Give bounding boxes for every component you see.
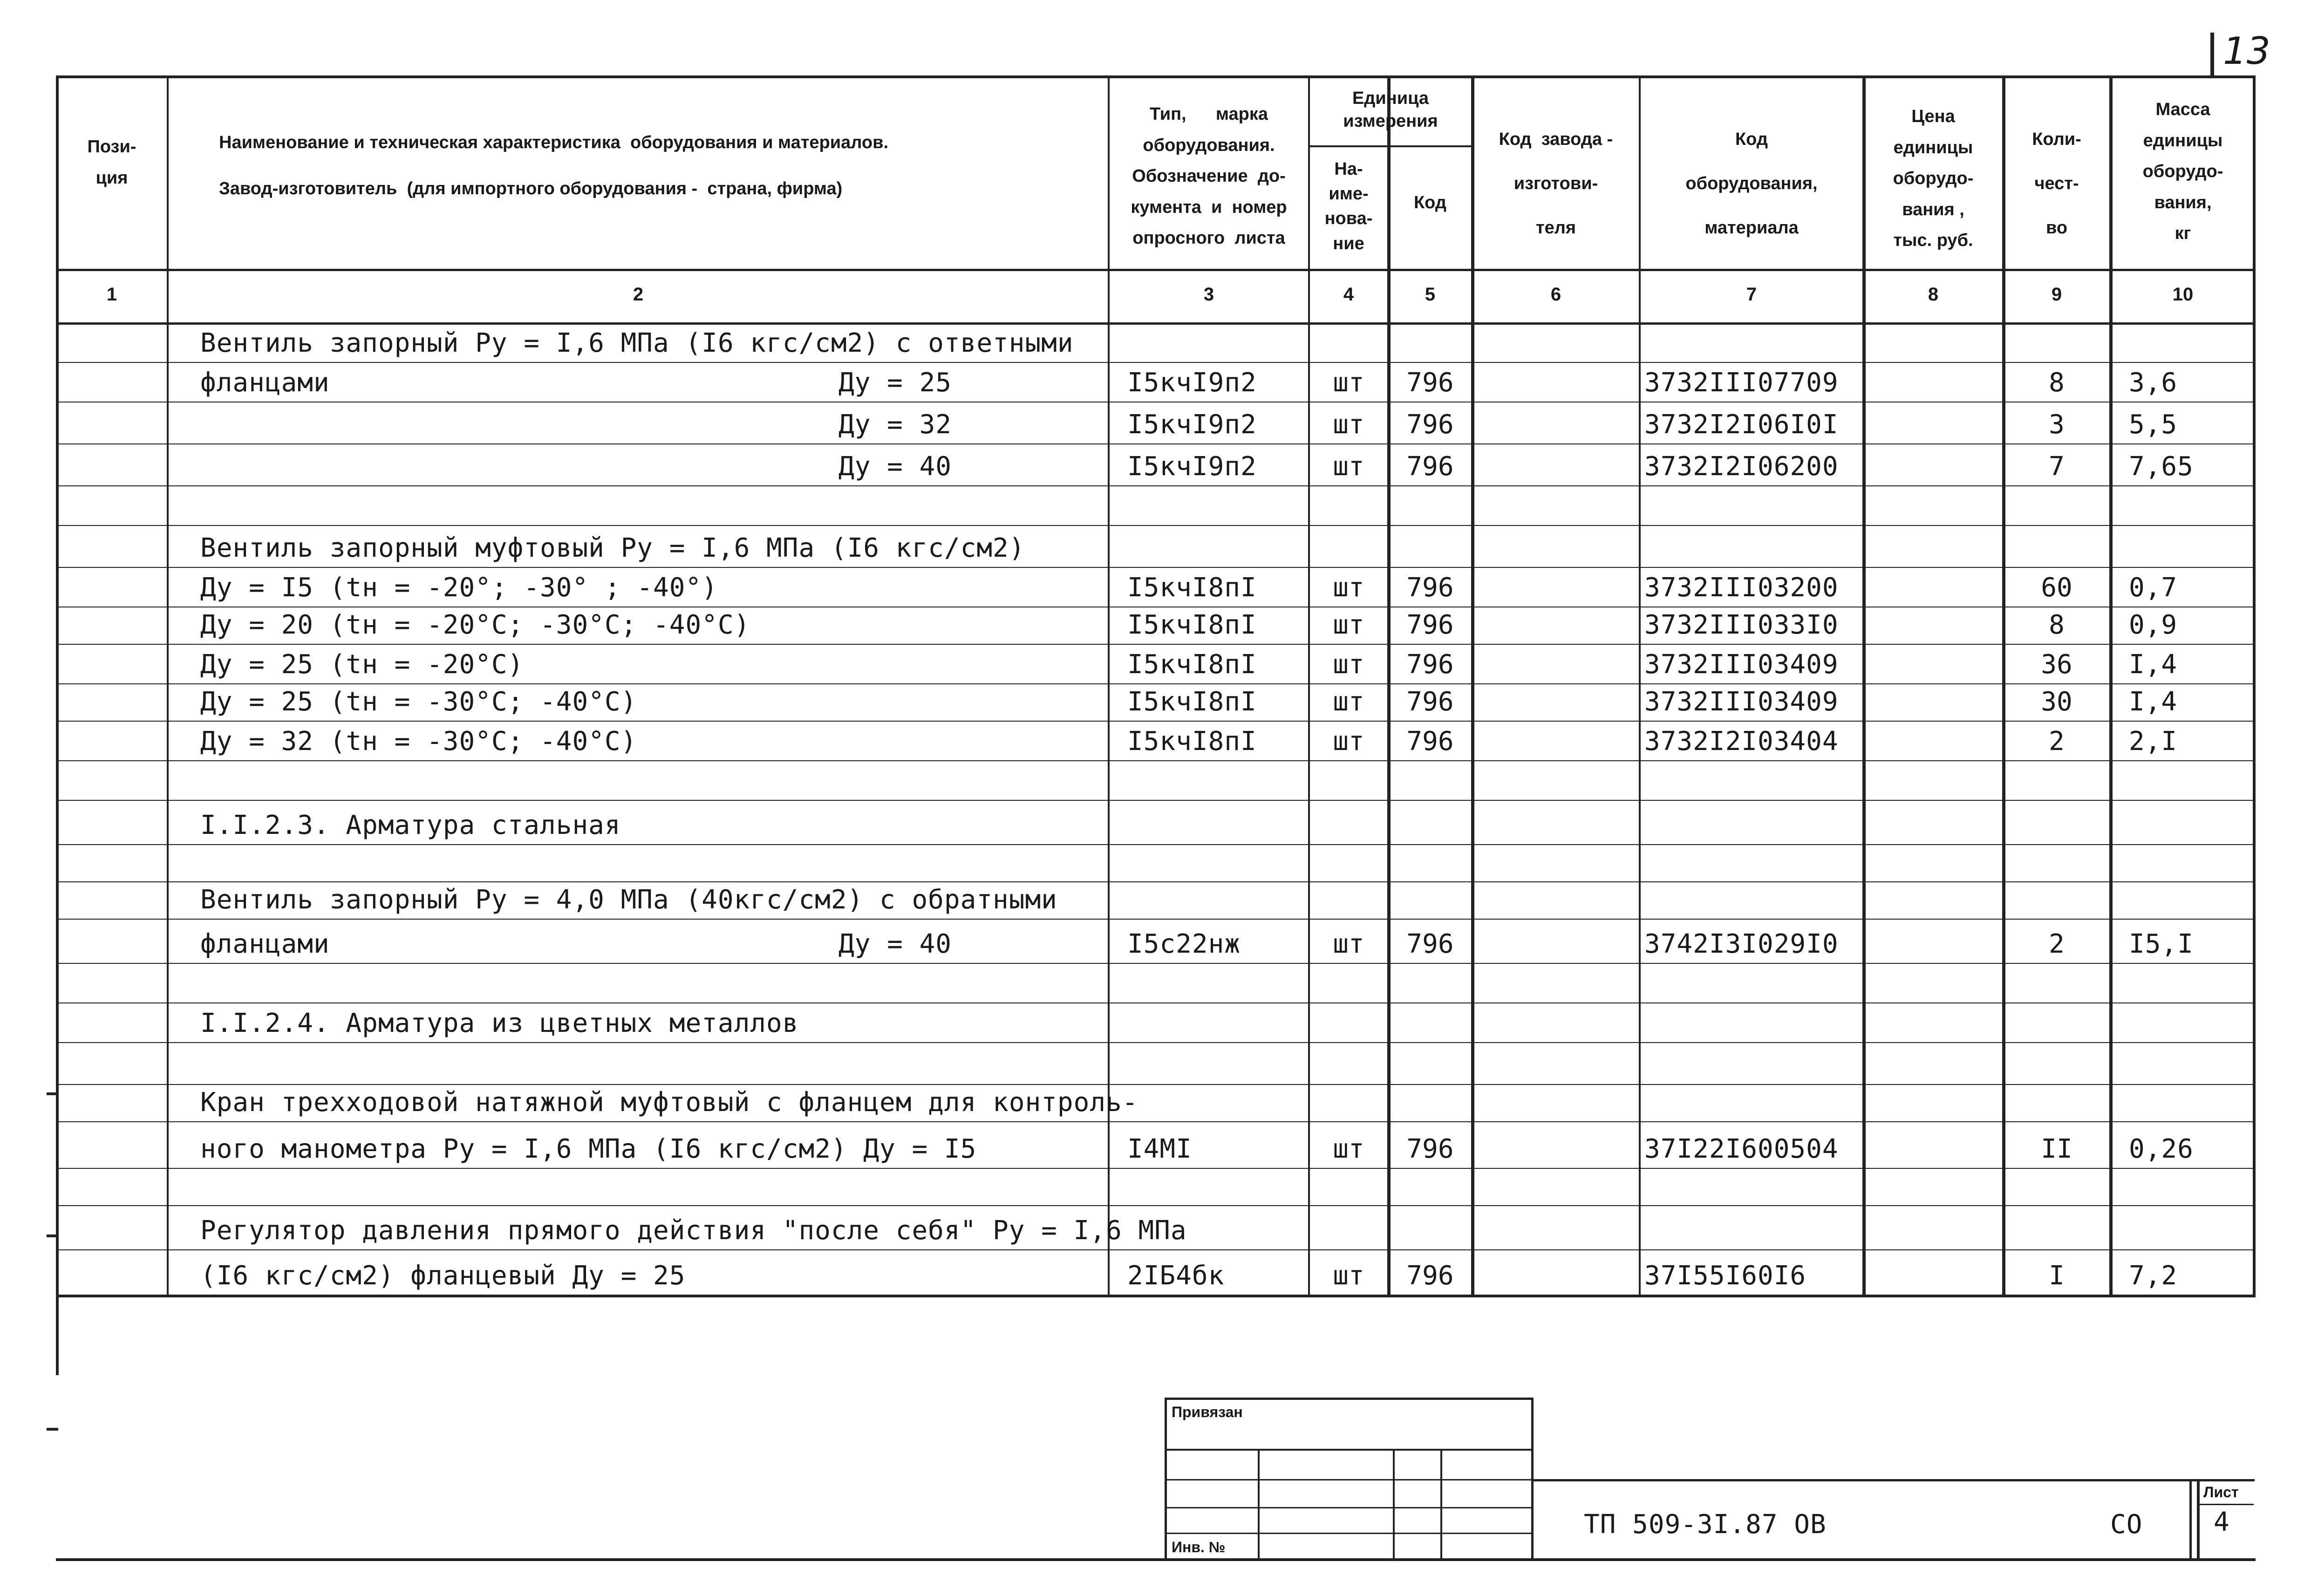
unit-name: шт: [1333, 1134, 1364, 1164]
unit-name: шт: [1333, 1261, 1364, 1291]
unit-code: 796: [1406, 610, 1454, 640]
table-top-border: [56, 75, 2256, 78]
stamp-sheet-left: [2189, 1479, 2192, 1561]
column-number-3: 3: [1203, 284, 1214, 305]
row-rule: [56, 919, 2256, 920]
document-code: ТП 509-3I.87 ОВ: [1584, 1509, 1827, 1540]
column-number-5: 5: [1425, 284, 1436, 305]
item-name: I.I.2.3. Арматура стальная: [200, 810, 621, 840]
row-rule: [56, 1205, 2256, 1206]
stamp-col-rule: [1258, 1449, 1260, 1561]
item-name: Ду = 25 (tн = -30°С; -40°С): [200, 687, 637, 717]
stamp-col-rule: [1440, 1449, 1442, 1561]
equipment-type: 2IБ4бк: [1127, 1261, 1225, 1291]
item-name: ного манометра Ру = I,6 МПа (I6 кгс/см2) Ду = I5: [200, 1134, 977, 1164]
header-quantity: Коли- чест- во: [2032, 130, 2081, 238]
equipment-type: I5с22нж: [1127, 929, 1241, 959]
column-number-8: 8: [1928, 284, 1939, 305]
column-number-6: 6: [1550, 284, 1561, 305]
stamp-rule: [1165, 1533, 1534, 1534]
stamp-right-border: [2197, 1479, 2200, 1561]
unit-name: шт: [1333, 573, 1364, 603]
unit-code: 796: [1406, 726, 1454, 757]
column-numbers-bottom-rule: [56, 322, 2256, 325]
row-rule: [56, 644, 2256, 645]
row-rule: [56, 485, 2256, 486]
header-position: Пози- ция: [87, 137, 136, 188]
column-rule: [167, 75, 169, 1295]
column-rule: [2002, 75, 2005, 1295]
row-rule: [56, 721, 2256, 722]
item-name: Ду = 32 (tн = -30°С; -40°С): [200, 726, 637, 757]
column-number-10: 10: [2172, 284, 2194, 305]
equipment-code: 3732III03200: [1644, 573, 1839, 603]
row-rule: [56, 362, 2256, 363]
unit-mass: 3,6: [2129, 368, 2178, 398]
item-name: Вентиль запорный Ру = I,6 МПа (I6 кгс/см2) с ответными: [200, 328, 1074, 358]
item-name: Вентиль запорный муфтовый Ру = I,6 МПа (I6 кгс/см2): [200, 533, 1025, 563]
unit-code: 796: [1406, 573, 1454, 603]
nominal-diameter: Ду = 40: [839, 929, 952, 959]
unit-name: шт: [1333, 610, 1364, 640]
equipment-type: I5кчI8пI: [1127, 610, 1257, 640]
column-rule: [2109, 75, 2113, 1295]
unit-mass: 2,I: [2129, 726, 2178, 757]
row-rule: [56, 760, 2256, 761]
column-rule: [1639, 75, 1641, 1295]
equipment-type: I5кчI8пI: [1127, 649, 1257, 680]
nominal-diameter: Ду = 40: [839, 451, 952, 482]
equipment-type: I4МI: [1127, 1134, 1192, 1164]
margin-tick: [47, 1092, 58, 1095]
margin-tick: [47, 1235, 58, 1237]
equipment-code: 3742I3I029I0: [1644, 929, 1839, 959]
unit-mass: 0,26: [2129, 1134, 2194, 1164]
column-number-9: 9: [2051, 284, 2062, 305]
unit-code: 796: [1406, 649, 1454, 680]
column-rule: [1862, 75, 1866, 1295]
item-name: Ду = I5 (tн = -20°; -30° ; -40°): [200, 573, 718, 603]
table-right-border: [2253, 75, 2256, 1295]
quantity: 3: [2049, 409, 2065, 440]
equipment-code: 3732III03409: [1644, 687, 1839, 717]
unit-mass: I,4: [2129, 687, 2178, 717]
unit-mass: I5,I: [2129, 929, 2194, 959]
quantity: II: [2041, 1134, 2072, 1164]
equipment-type: I5кчI9п2: [1127, 451, 1257, 482]
stamp-sheet-rule: [2198, 1504, 2254, 1505]
equipment-type: I5кчI8пI: [1127, 726, 1257, 757]
header-unit-of-measure: Единица измерения: [1343, 89, 1438, 131]
unit-name: шт: [1333, 451, 1364, 482]
item-name: (I6 кгс/см2) фланцевый Ду = 25: [200, 1261, 686, 1291]
unit-mass: 5,5: [2129, 409, 2178, 440]
stamp-rule: [1165, 1479, 1534, 1480]
header-type-mark: Тип, марка оборудования. Обозначение до- кумента и номер опросного листа: [1131, 104, 1287, 248]
quantity: 30: [2041, 687, 2072, 717]
stamp-rule: [1165, 1449, 1534, 1451]
equipment-code: 37I55I60I6: [1644, 1261, 1807, 1291]
column-number-7: 7: [1746, 284, 1757, 305]
column-number-2: 2: [633, 284, 644, 305]
header-unit-code: Код: [1413, 193, 1447, 212]
unit-code: 796: [1406, 687, 1454, 717]
quantity: I: [2049, 1261, 2065, 1291]
quantity: 2: [2049, 726, 2065, 757]
equipment-code: 3732III033I0: [1644, 610, 1839, 640]
unit-header-rule: [1309, 145, 1472, 147]
item-name: фланцами: [200, 929, 330, 959]
header-name-characteristics: Наименование и техническая характеристика оборудования и материалов. Завод-изготовитель (для импортного оборудования - страна, фирма): [219, 133, 889, 198]
header-unit-price: Цена единицы оборудо- вания , тыс. руб.: [1893, 107, 1974, 250]
header-manufacturer-code: Код завода - изготови- теля: [1499, 130, 1613, 238]
unit-code: 796: [1406, 929, 1454, 959]
quantity: 7: [2049, 451, 2065, 482]
header-unit-name: На- име- нова- ние: [1324, 159, 1373, 253]
row-rule: [56, 567, 2256, 568]
unit-name: шт: [1333, 929, 1364, 959]
header-bottom-rule: [56, 269, 2256, 271]
unit-name: шт: [1333, 726, 1364, 757]
column-number-1: 1: [106, 284, 117, 305]
bound-to-label: Привязан: [1172, 1404, 1243, 1420]
row-rule: [56, 963, 2256, 964]
row-rule: [56, 525, 2256, 526]
page-number: 13: [2223, 29, 2270, 73]
design-stage: СО: [2110, 1509, 2143, 1540]
column-rule: [1471, 75, 1474, 1295]
column-number-4: 4: [1343, 284, 1354, 305]
unit-mass: 7,2: [2129, 1261, 2178, 1291]
item-name: Кран трехходовой натяжной муфтовый с фланцем для контроль-: [200, 1087, 1138, 1118]
body-bottom-rule: [56, 1295, 2256, 1297]
equipment-type: I5кчI8пI: [1127, 687, 1257, 717]
item-name: Вентиль запорный Ру = 4,0 МПа (40кгс/см2) с обратными: [200, 885, 1057, 915]
header-unit-mass: Масса единицы оборудо- вания, кг: [2142, 100, 2223, 243]
sheet-label: Лист: [2203, 1484, 2239, 1501]
unit-code: 796: [1406, 1261, 1454, 1291]
unit-name: шт: [1333, 649, 1364, 680]
unit-mass: 7,65: [2129, 451, 2194, 482]
row-rule: [56, 1084, 2256, 1085]
quantity: 8: [2049, 610, 2065, 640]
equipment-type: I5кчI9п2: [1127, 368, 1257, 398]
item-name: Ду = 25 (tн = -20°С): [200, 649, 524, 680]
inventory-number-label: Инв. №: [1172, 1539, 1226, 1555]
column-rule: [1387, 75, 1391, 1295]
equipment-type: I5кчI9п2: [1127, 409, 1257, 440]
equipment-table: [56, 75, 2256, 1375]
stamp-col-rule: [1393, 1449, 1395, 1561]
row-rule: [56, 443, 2256, 444]
row-rule: [56, 1249, 2256, 1250]
equipment-code: 3732I2I06I0I: [1644, 409, 1839, 440]
nominal-diameter: Ду = 32: [839, 409, 952, 440]
row-rule: [56, 1121, 2256, 1122]
stamp-top: [1165, 1398, 1534, 1400]
unit-mass: 0,9: [2129, 610, 2178, 640]
sheet-number: 4: [2214, 1507, 2230, 1537]
column-rule: [1308, 75, 1310, 1295]
unit-code: 796: [1406, 451, 1454, 482]
equipment-code: 3732I2I06200: [1644, 451, 1839, 482]
unit-mass: I,4: [2129, 649, 2178, 680]
stamp-rule: [1165, 1507, 1534, 1508]
row-rule: [56, 1168, 2256, 1169]
equipment-code: 3732III03409: [1644, 649, 1839, 680]
item-name: фланцами: [200, 368, 330, 398]
unit-name: шт: [1333, 687, 1364, 717]
unit-mass: 0,7: [2129, 573, 2178, 603]
item-name: I.I.2.4. Арматура из цветных металлов: [200, 1008, 799, 1038]
row-rule: [56, 881, 2256, 882]
quantity: 8: [2049, 368, 2065, 398]
item-name: Ду = 20 (tн = -20°С; -30°С; -40°С): [200, 610, 750, 640]
equipment-code: 3732I2I03404: [1644, 726, 1839, 757]
quantity: 36: [2041, 649, 2072, 680]
page-bottom-border: [56, 1558, 2256, 1561]
quantity: 2: [2049, 929, 2065, 959]
item-name: Регулятор давления прямого действия "после себя" Ру = I,6 МПа: [200, 1215, 1187, 1246]
page-number-bar: [2210, 33, 2214, 77]
header-equipment-code: Код оборудования, материала: [1685, 130, 1818, 238]
stamp-title-top: [1534, 1479, 2255, 1481]
equipment-code: 3732III07709: [1644, 368, 1839, 398]
nominal-diameter: Ду = 25: [839, 368, 952, 398]
unit-code: 796: [1406, 409, 1454, 440]
row-rule: [56, 800, 2256, 801]
unit-name: шт: [1333, 409, 1364, 440]
row-rule: [56, 683, 2256, 684]
unit-code: 796: [1406, 1134, 1454, 1164]
row-rule: [56, 844, 2256, 845]
equipment-type: I5кчI8пI: [1127, 573, 1257, 603]
unit-name: шт: [1333, 368, 1364, 398]
equipment-code: 37I22I600504: [1644, 1134, 1839, 1164]
unit-code: 796: [1406, 368, 1454, 398]
row-rule: [56, 1042, 2256, 1043]
quantity: 60: [2041, 573, 2072, 603]
margin-tick: [47, 1428, 58, 1431]
